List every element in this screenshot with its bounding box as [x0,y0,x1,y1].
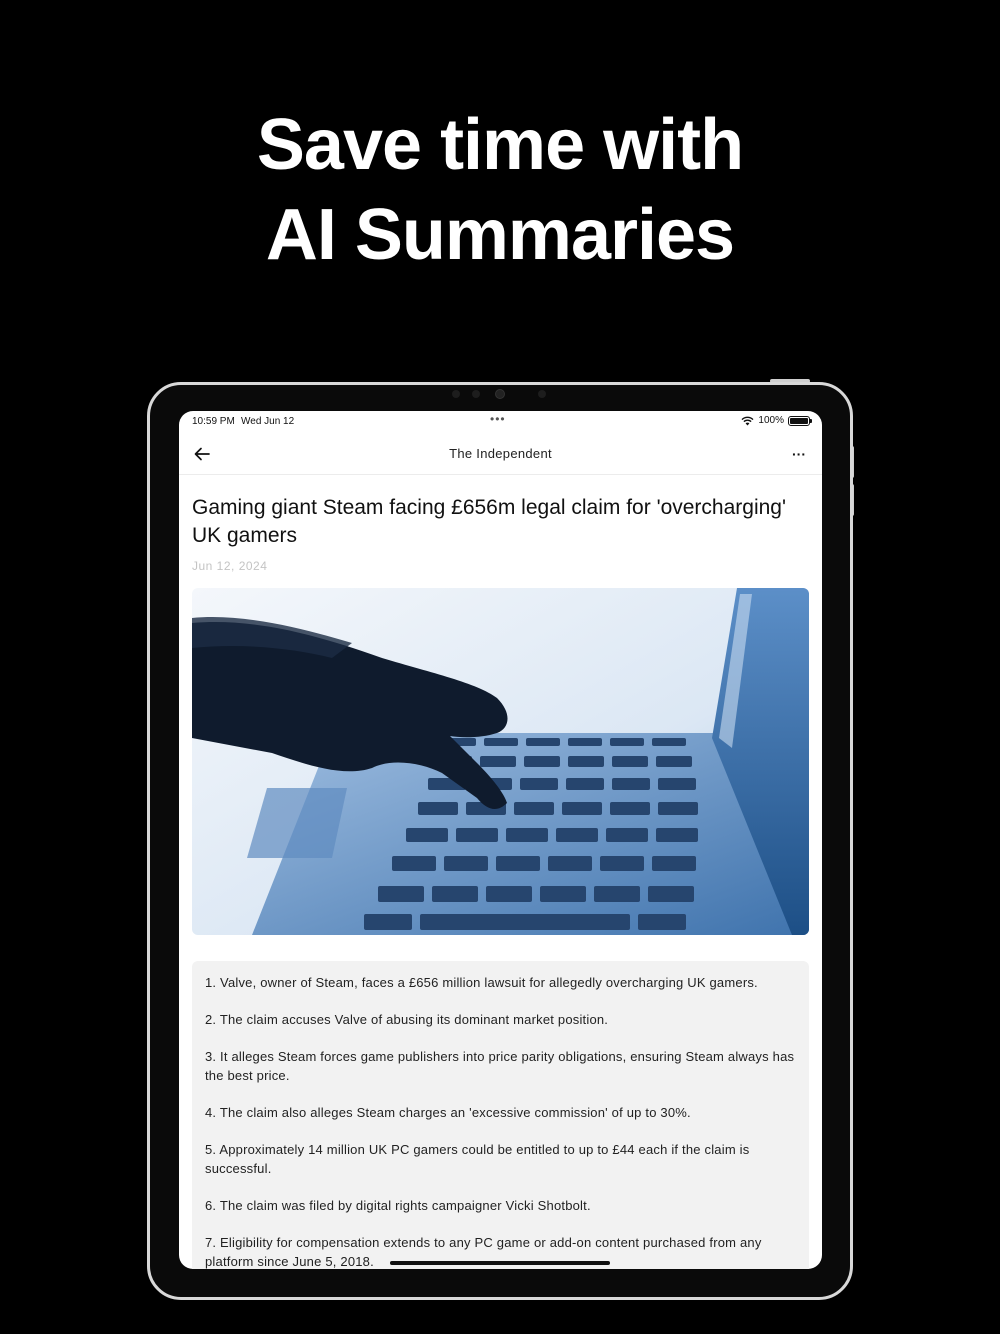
camera-icon [495,389,505,399]
article-image [192,588,809,935]
summary-item: 3. It alleges Steam forces game publishers into price parity obligations, ensuring Steam always has the best price. [205,1049,795,1083]
nav-bar [179,433,822,475]
app-screen [179,411,822,1269]
laptop-typing-photo [192,588,809,935]
summary-item: 6. The claim was filed by digital rights campaigner Vicki Shotbolt. [205,1198,591,1213]
summary-item: 7. Eligibility for compensation extends to any PC game or add-on content purchased from any platform since June 5, 2018. [205,1235,762,1269]
summary-item: 4. The claim also alleges Steam charges an 'excessive commission' of up to 30%. [205,1105,691,1120]
multitasking-dots[interactable]: ••• [490,412,506,426]
headline-line-2: AI Summaries [265,195,735,275]
home-indicator[interactable] [390,1261,610,1265]
status-indicators [741,415,810,426]
summary-item: 1. Valve, owner of Steam, faces a £656 million lawsuit for allegedly overcharging UK gamers. [205,975,758,990]
article-date: Jun 12, 2024 [192,559,268,573]
sensor-icon [538,390,546,398]
summary-item: 2. The claim accuses Valve of abusing its dominant market position. [205,1012,609,1027]
status-time: 10:59 PM [192,416,235,427]
article-title: Gaming giant Steam facing £656m legal claim for 'overcharging' UK gamers [192,496,786,547]
battery-icon [788,416,810,426]
summary-item: 5. Approximately 14 million UK PC gamers could be entitled to up to £44 each if the claim is successful. [205,1142,750,1176]
ellipsis-icon: ··· [792,446,806,462]
status-date: Wed Jun 12 [241,416,295,427]
status-bar [179,411,822,433]
battery-percent: 100% [758,415,784,426]
sensor-icon [452,390,460,398]
ai-summary-box [192,961,809,1269]
headline-line-1: Save time with [256,105,744,185]
more-options-button[interactable] [788,443,810,465]
promo-headline [0,100,1000,280]
publication-title: The Independent [449,446,552,461]
sensor-icon [472,390,480,398]
wifi-icon [741,416,754,426]
